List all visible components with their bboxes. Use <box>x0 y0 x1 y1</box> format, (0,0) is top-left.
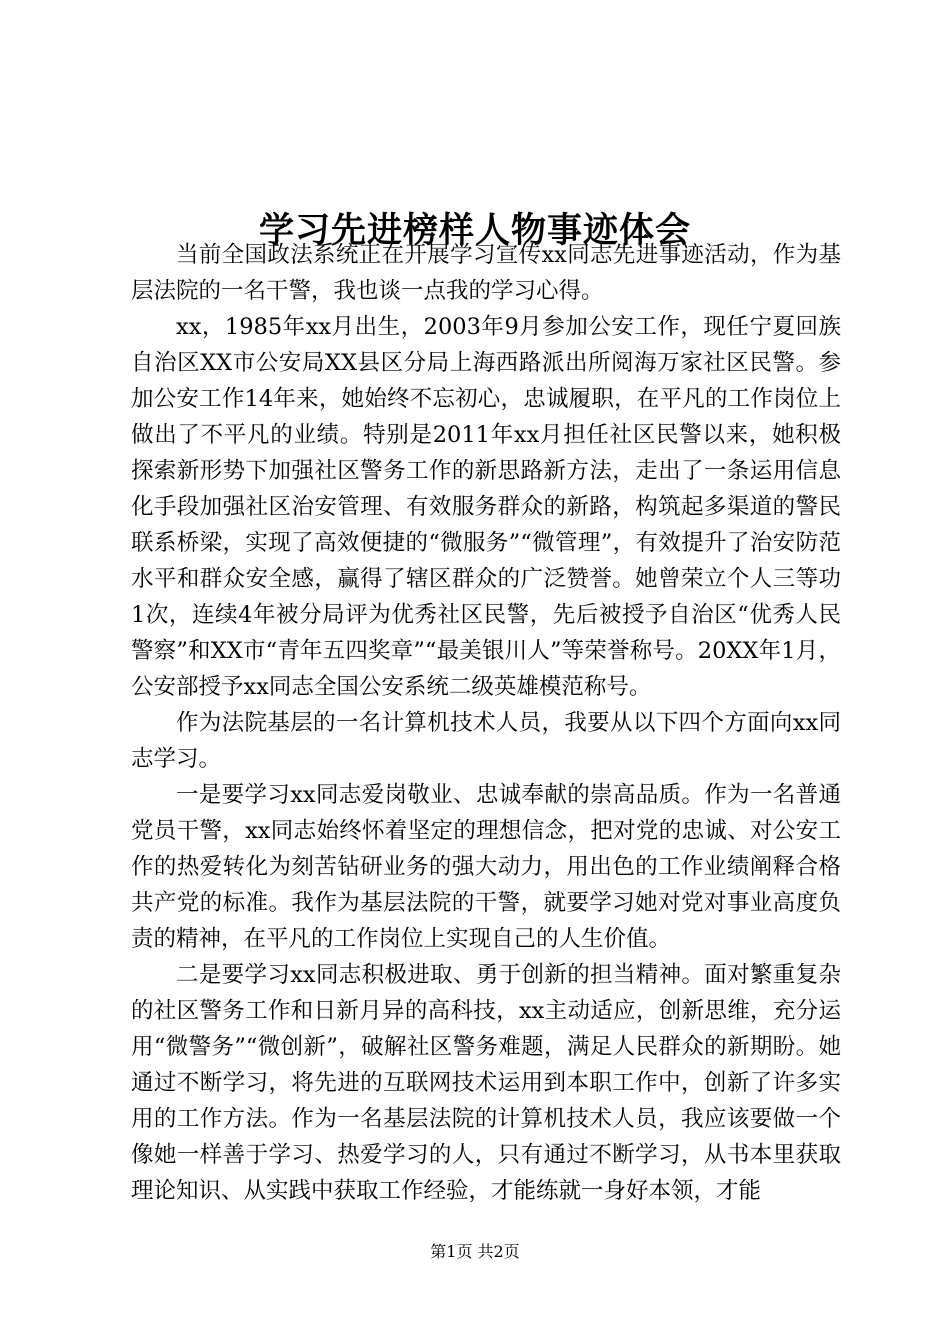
paragraph-2: xx，1985年xx月出生，2003年9月参加公安工作，现任宁夏回族自治区XX市公安局XX县区分局上海西路派出所阅海万家社区民警。参加公安工作14年来，她始终不忘初心，忠诚履职，在平凡的工作岗位上做出了不平凡的业绩。特别是2011年xx月担任社区民警以来，她积极探索新形势下加强社区警务工作的新思路新方法，走出了一条运用信息化手段加强社区治安管理、有效服务群众的新路，构筑起多渠道的警民联系桥梁，实现了高效便捷的“微服务”“微管理”，有效提升了治安防范水平和群众安全感，赢得了辖区群众的广泛赞誉。她曾荣立个人三等功1次，连续4年被分局评为优秀社区民警，先后被授予自治区“优秀人民警察”和XX市“青年五四奖章”“最美银川人”等荣誉称号。20XX年1月，公安部授予xx同志全国公安系统二级英雄模范称号。 <box>131 314 841 700</box>
paragraph-4: 一是要学习xx同志爱岗敬业、忠诚奉献的崇高品质。作为一名普通党员干警，xx同志始终怀着坚定的理想信念，把对党的忠诚、对公安工作的热爱转化为刻苦钻研业务的强大动力，用出色的工作业绩阐释合格共产党的标准。我作为基层法院的干警，就要学习她对党对事业高度负责的精神，在平凡的工作岗位上实现自己的人生价值。 <box>131 782 841 952</box>
paragraph-5: 二是要学习xx同志积极进取、勇于创新的担当精神。面对繁重复杂的社区警务工作和日新月异的高科技，xx主动适应，创新思维，充分运用“微警务”“微创新”，破解社区警务难题，满足人民群众的新期盼。她通过不断学习，将先进的互联网技术运用到本职工作中，创新了许多实用的工作方法。作为一名基层法院的计算机技术人员，我应该要做一个像她一样善于学习、热爱学习的人，只有通过不断学习，从书本里获取理论知识、从实践中获取工作经验，才能练就一身好本领，才能 <box>131 962 841 1204</box>
paragraph-1: 当前全国政法系统正在开展学习宣传xx同志先进事迹活动，作为基层法院的一名干警，我也谈一点我的学习心得。 <box>131 242 841 304</box>
page-number-footer: 第1页 共2页 <box>430 1242 520 1261</box>
document-body <box>131 237 841 1209</box>
paragraph-3: 作为法院基层的一名计算机技术人员，我要从以下四个方面向xx同志学习。 <box>131 710 841 772</box>
document-title: 学习先进榜样人物事迹体会 <box>258 210 691 252</box>
